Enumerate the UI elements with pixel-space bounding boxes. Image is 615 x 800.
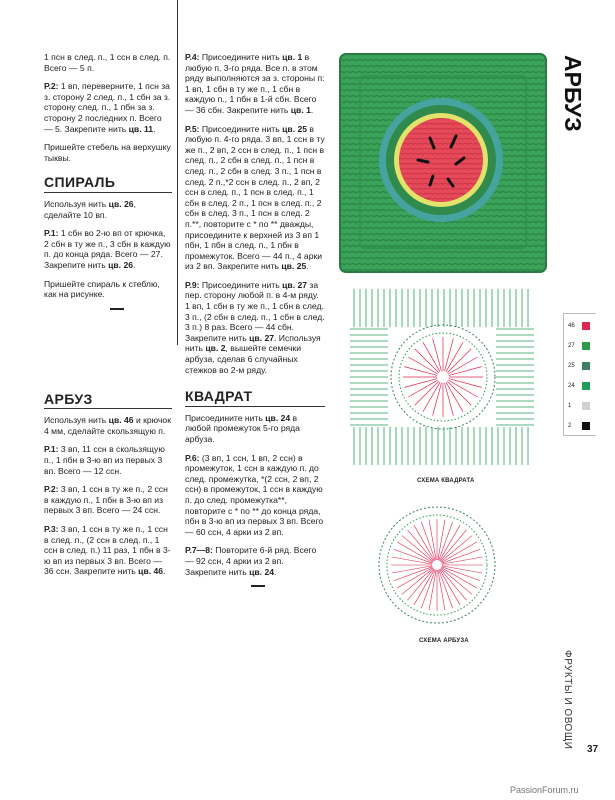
melon-diagram — [375, 503, 499, 627]
watermelon-square-photo — [338, 52, 548, 274]
color-legend — [563, 313, 596, 436]
page-title: АРБУЗ — [560, 55, 586, 132]
square-diagram-caption: СХЕМА КВАДРАТА — [417, 478, 475, 484]
legend-item — [564, 402, 596, 412]
column-divider — [177, 0, 178, 345]
legend-swatch — [582, 382, 590, 390]
paragraph: Р.1: 1 сбн во 2-ю вп от крючка, 2 сбн в ту же п., 3 сбн в каждую п. до конца ряда. Всего — 27. Закрепите нить цв. 26. — [44, 228, 171, 270]
paragraph: Используя нить цв. 26, сделайте 10 вп. — [44, 198, 136, 220]
legend-item — [564, 342, 596, 352]
legend-item — [564, 362, 596, 372]
paragraph: Р.1: 3 вп, 11 ссн в скользящую п., 1 пбн в 3-ю вп из первых 3 вп. Всего — 12 ссн. — [44, 444, 165, 476]
legend-number: 2 — [568, 423, 572, 429]
paragraph: 1 псн в след. п., 1 ссн в след. п. Всего — 5 п. — [44, 52, 171, 73]
watermark-text: PassionForum.ru — [510, 785, 579, 795]
legend-item — [564, 322, 596, 332]
column-middle — [185, 52, 325, 597]
legend-number: 25 — [568, 363, 575, 369]
paragraph: Присоедините нить цв. 24 в любой промежуток 5-го ряда арбуза. — [185, 412, 300, 444]
paragraph: Р.4: Присоедините нить цв. 1 в любую п. 3-го ряда. Все п. в этом ряду выполняются за з. стороны п: 1 вп, 1 сбн в ту же п., 1 сбн в каждую п., 1 пбн в 1-й сбн. Всего — 36 сбн. Закрепите нить цв. 1. — [185, 52, 325, 115]
legend-number: 24 — [568, 383, 575, 389]
paragraph: Р.7—8: Повторите 6-й ряд. Всего — 92 ссн, 4 арки из 2 вп. Закрепите нить цв. 24. — [185, 545, 317, 577]
legend-swatch — [582, 322, 590, 330]
legend-swatch — [582, 362, 590, 370]
section-heading: КВАДРАТ — [185, 391, 325, 407]
legend-swatch — [582, 342, 590, 350]
paragraph: Пришейте стебель на верхушку тыквы. — [44, 142, 171, 163]
column-left — [44, 52, 172, 585]
legend-swatch — [582, 422, 590, 430]
legend-item — [564, 422, 596, 432]
section-heading: АРБУЗ — [44, 394, 172, 410]
legend-number: 27 — [568, 343, 575, 349]
end-dash — [110, 308, 124, 310]
legend-number: 46 — [568, 323, 575, 329]
paragraph: Р.2: 1 вп, переверните, 1 псн за з. сторону 2 след. п., 1 сбн за з. сторону след. п., 1 пбн за з. сторону 2 последних п. Всего — 5. Закрепите нить цв. 11. — [44, 81, 171, 134]
section-label: ФРУКТЫ И ОВОЩИ — [562, 650, 573, 750]
end-dash — [251, 585, 265, 587]
paragraph: Р.3: 3 вп, 1 ссн в ту же п., 1 ссн в след. п., (2 ссн в след. п., 1 ссн в след. п.) 11 раз, 1 пбн в 3-ю вп из первых 3 вп. Всего — 36 ссн. Закрепите нить цв. 46. — [44, 524, 171, 577]
melon-diagram-caption: СХЕМА АРБУЗА — [419, 638, 469, 644]
paragraph: Используя нить цв. 46 и крючок 4 мм, сделайте скользящую п. — [44, 415, 171, 436]
legend-swatch — [582, 402, 590, 410]
paragraph: Р.6: (3 вп, 1 ссн, 1 вп, 2 ссн) в промежуток, 1 ссн в каждую п. до след. промежутка, *(2 ссн, 2 вп, 2 ссн) в промежуток, 1 ссн в каждую п. до след. промежутка**, повторите с * по ** до конца ряда, пбн в 3-ю вп из первых 3 вп. Всего — 60 ссн, 4 арки из 2 вп. — [185, 452, 324, 537]
paragraph: Р.9: Присоедините нить цв. 27 за пер. сторону любой п. в 4-м ряду. 1 вп, 1 сбн в ту же п., 1 сбн в след. 3 п., (2 сбн в след. п., 1 сбн в след. 3 п.) 8 раз. Всего — 44 сбн. Закрепите нить цв. 27. Используя нить цв. 2, вышейте семечки арбуза, сделав 6 случайных стежков во 2-м ряду. — [185, 279, 325, 375]
legend-item — [564, 382, 596, 392]
paragraph: Пришейте спираль к стеблю, как на рисунке. — [44, 278, 160, 300]
paragraph: Р.2: 3 вп, 1 ссн в ту же п., 2 ссн в каждую п., 1 пбн в 3-ю вп из первых 3 вп. Всего — 24 ссн. — [44, 484, 168, 516]
paragraph: Р.5: Присоедините нить цв. 25 в любую п. 4-го ряда. 3 вп, 1 ссн в ту же п., 2 вп, 2 ссн в след. п., 1 псн в след. п., 2 сбн в след. п., 1 псн в след. п., 2 сбн в след. 3 п., 1 псн в след. 2 п.,*2 ссн в след. п., 2 вп, 2 ссн в след. п., 1 псн в след. п., 1 сбн в след. 2 п., 1 псн в след. п., 2 сбн в след. 3 п., 1 псн в след. 2 п.**, повторите с * по ** дважды, присоедините к верхней из 3 вп 1 пбн, 1 пбн в след. п., 1 пбн в промежуток. Всего — 44 п., 4 арки из 2 вп. Закрепите нить цв. 25. — [185, 123, 325, 272]
legend-number: 1 — [568, 403, 572, 409]
section-heading: СПИРАЛЬ — [44, 177, 172, 193]
square-diagram — [348, 287, 538, 467]
page-number: 37 — [587, 744, 599, 755]
